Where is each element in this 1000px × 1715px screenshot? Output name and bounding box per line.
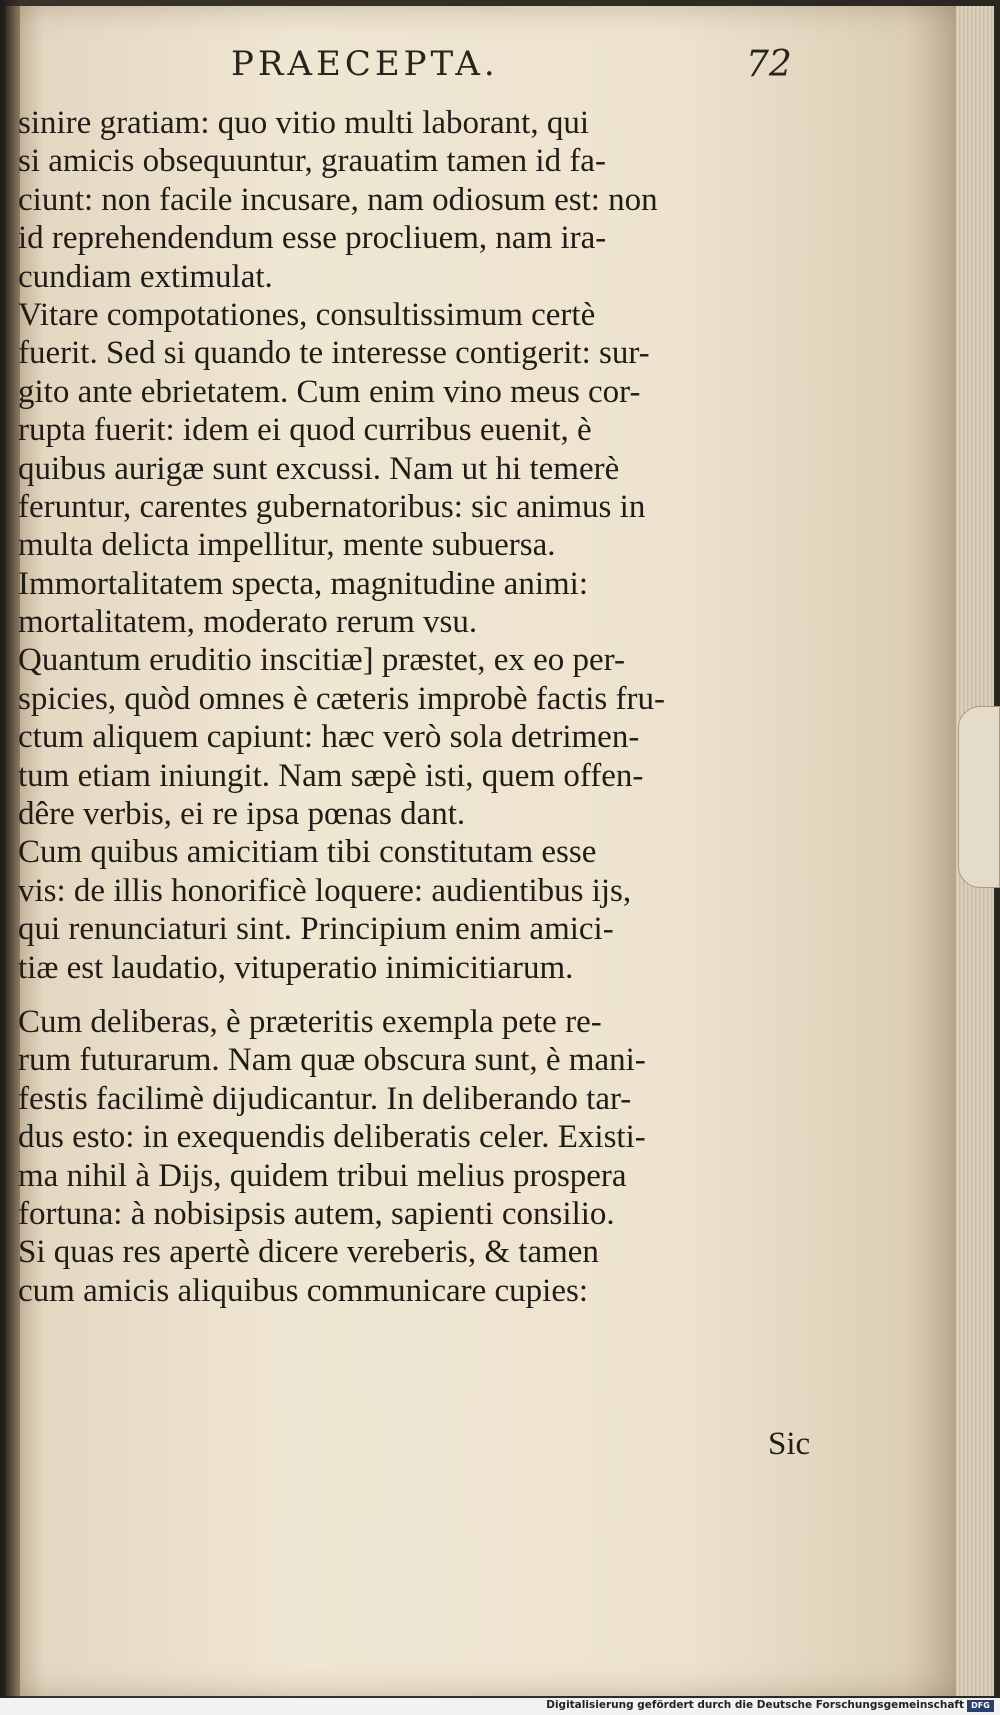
text-line: Si quas res apertè dicere vereberis, & tamen [18,1234,599,1271]
page-header [6,44,964,94]
text-line: Vitare compotationes, consultissimum certè [18,296,596,333]
text-line: cundiam extimulat. [18,258,273,295]
text-line: Immortalitatem specta, magnitudine animi: [18,565,589,602]
text-line: Quantum eruditio inscitiæ] præstet, ex eo per- [18,642,625,679]
text-line: ma nihil à Dijs, quidem tribui melius prospera [18,1157,627,1194]
text-line: tum etiam iniungit. Nam sæpè isti, quem offen- [18,757,644,794]
text-line: dêre verbis, ei re ipsa pœnas dant. [18,796,466,833]
text-line: quibus aurigæ sunt excussi. Nam ut hi temerè [18,450,620,487]
book-page [6,6,966,1696]
text-line: rum futurarum. Nam quæ obscura sunt, è mani- [18,1042,646,1079]
text-line: sinire gratiam: quo vitio multi laborant, qui [18,105,589,141]
text-line: festis facilimè dijudicantur. In deliberando tar- [18,1080,632,1117]
text-line: spicies, quòd omnes è cæteris improbè factis fru- [18,680,665,717]
text-line: feruntur, carentes gubernatoribus: sic animus in [18,488,646,525]
text-line: Cum deliberas, è præteritis exempla pete re- [18,1003,602,1040]
dfg-logo-icon: DFG [967,1700,994,1712]
text-line: dus esto: in exequendis deliberatis celer. Existi- [18,1119,646,1156]
text-line: qui renunciaturi sint. Principium enim amici- [18,911,614,948]
text-line: rupta fuerit: idem ei quod curribus euenit, è [18,412,592,449]
text-line: vis: de illis honorificè loquere: audientibus ijs, [18,872,632,909]
page-number: 72 [746,44,792,85]
text-line: gito ante ebrietatem. Cum enim vino meus cor- [18,373,641,410]
text-line: ciunt: non facile incusare, nam odiosum est: non [18,181,658,218]
text-line: cum amicis aliquibus communicare cupies: [18,1272,589,1309]
text-line: fuerit. Sed si quando te interesse contigerit: sur- [18,335,650,372]
body-text [18,104,828,1310]
catchword-row [6,1426,964,1466]
catchword: Sic [768,1426,811,1462]
paragraph-gap [18,987,828,1003]
text-line: tiæ est laudatio, vituperatio inimicitiarum. [18,949,574,986]
page-tab-marker [958,706,1000,888]
running-head: PRAECEPTA. [231,44,499,84]
text-line: Cum quibus amicitiam tibi constitutam esse [18,834,597,871]
text-line: multa delicta impellitur, mente subuersa. [18,527,556,564]
digitization-footer [0,1698,1000,1715]
text-line: ctum aliquem capiunt: hæc verò sola detrimen- [18,719,640,756]
text-line: mortalitatem, moderato rerum vsu. [18,604,478,641]
text-line: fortuna: à nobisipsis autem, sapienti consilio. [18,1195,615,1232]
text-line: si amicis obsequuntur, grauatim tamen id fa- [18,143,606,180]
funding-credit: Digitalisierung gefördert durch die Deutsche Forschungsgemeinschaft [546,1699,964,1711]
text-line: id reprehendendum esse procliuem, nam ira- [18,220,607,257]
